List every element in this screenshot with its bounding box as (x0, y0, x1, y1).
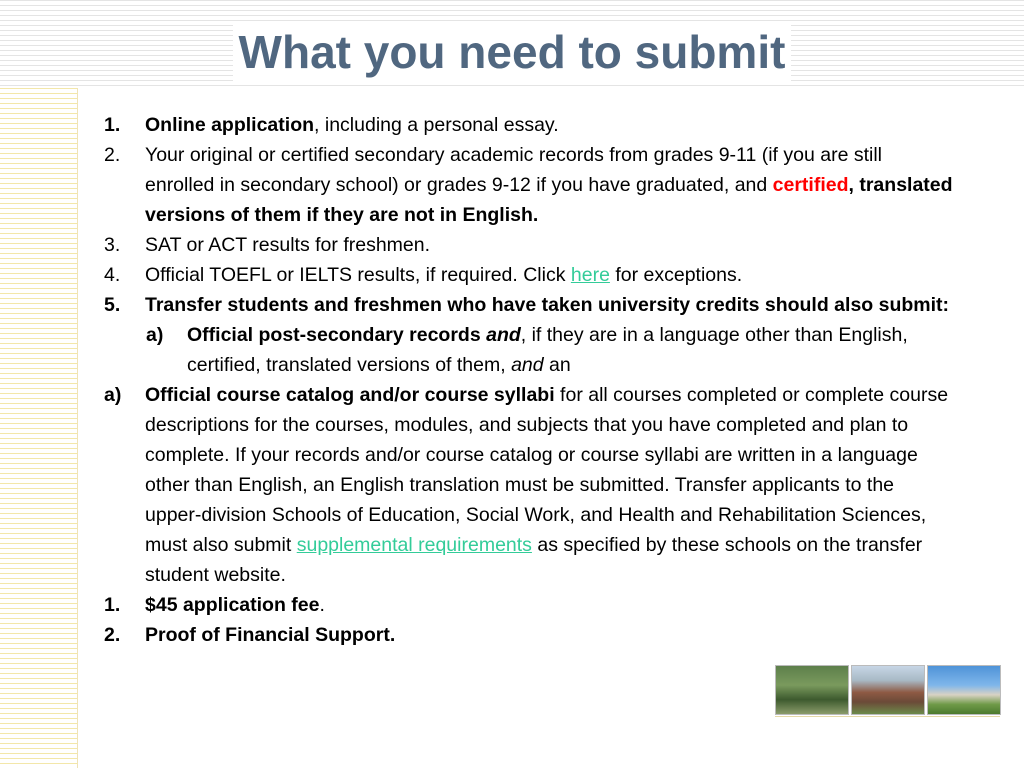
item-number: 1. (104, 594, 121, 616)
list-item (104, 230, 954, 260)
sub-list-item (146, 320, 954, 380)
requirements-list (104, 110, 954, 650)
supplemental-requirements-link[interactable]: supplemental requirements (296, 534, 532, 556)
list-item (104, 620, 954, 650)
campus-photo-trees (775, 665, 849, 715)
slide-title: What you need to submit (233, 22, 792, 82)
item-text: Transfer students and freshmen who have taken university credits should also submit: (145, 294, 950, 316)
list-item (104, 140, 954, 230)
list-item (104, 590, 954, 620)
item-number: 5. (104, 294, 121, 316)
side-line-pattern (0, 88, 78, 768)
item-number: 1. (104, 114, 121, 136)
item-text: Your original or certified secondary academic records from grades 9-11 (if you are still enrolled in secondary school) or grades 9-12 if you have graduated, and certified, translated versions of them if they are not in English. (145, 144, 953, 226)
item-text: Proof of Financial Support. (145, 624, 396, 646)
item-text: Official course catalog and/or course syllabi for all courses completed or complete course descriptions for the courses, modules, and subjects that you have completed and plan to complete. If your records and/or course catalog or course syllabi are written in a language other than English, an English translation must be submitted. Transfer applicants to the upper-division Schools of Education, Social Work, and Health and Rehabilitation Sciences, must also submit supplemental requirements as specified by these schools on the transfer student website. (145, 384, 949, 586)
item-number: 3. (104, 234, 121, 256)
item-number: a) (146, 324, 164, 346)
item-number: a) (104, 384, 122, 406)
item-text: Online application, including a personal essay. (145, 114, 559, 136)
photo-divider (775, 716, 1000, 717)
item-text: $45 application fee. (145, 594, 325, 616)
item-text: Official TOEFL or IELTS results, if required. Click here for exceptions. (145, 264, 743, 286)
item-number: 2. (104, 144, 121, 166)
list-item (104, 290, 954, 320)
item-number: 2. (104, 624, 121, 646)
list-item (104, 260, 954, 290)
title-container (0, 22, 1024, 82)
item-text: Official post-secondary records and, if they are in a language other than English, certified, translated versions of them, and an (187, 324, 908, 376)
certified-highlight: certified (772, 174, 849, 196)
campus-photo-strip (775, 665, 1000, 715)
campus-photo-building (851, 665, 925, 715)
item-number: 4. (104, 264, 121, 286)
campus-photo-tower (927, 665, 1001, 715)
item-text: SAT or ACT results for freshmen. (145, 234, 431, 256)
list-item (104, 380, 954, 590)
exceptions-link[interactable]: here (570, 264, 610, 286)
list-item (104, 110, 954, 140)
